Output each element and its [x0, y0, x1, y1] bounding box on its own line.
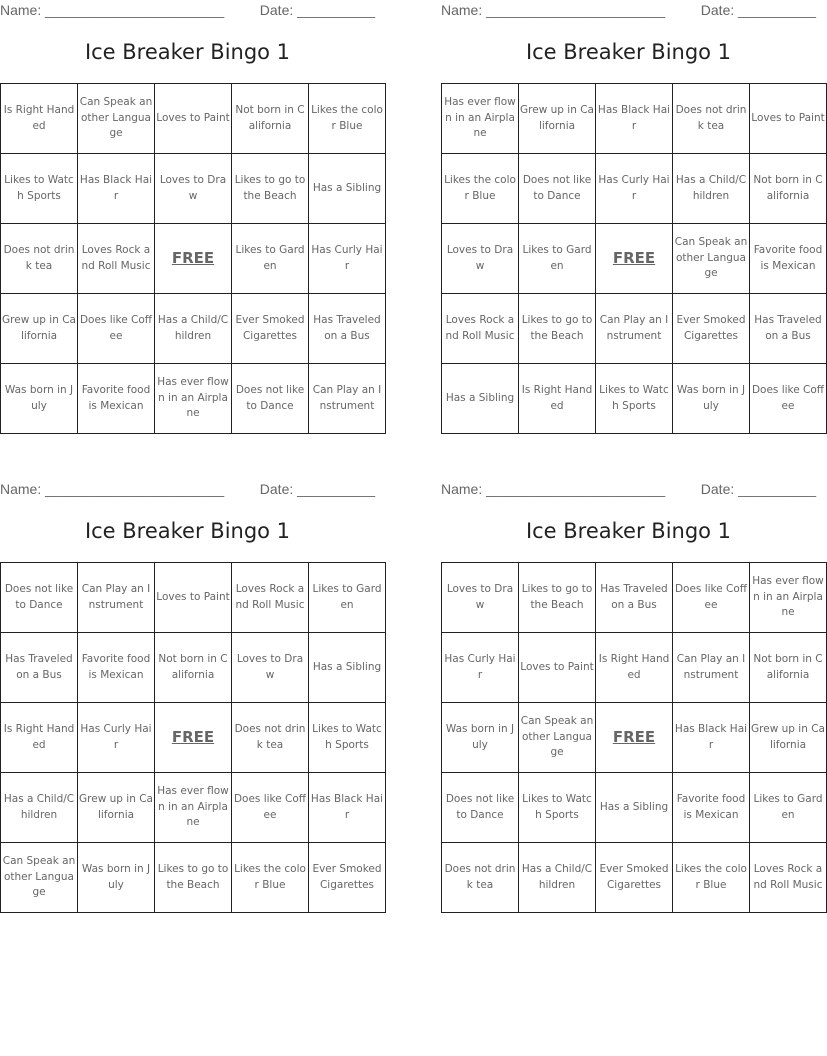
bingo-cell: Grew up in California — [1, 294, 78, 364]
bingo-cell: Likes to Watch Sports — [1, 154, 78, 224]
bingo-row — [442, 633, 827, 703]
bingo-cell: Has Curly Hair — [596, 154, 673, 224]
bingo-cell: Has a Sibling — [309, 154, 386, 224]
bingo-cell: Has ever flown in an Airplane — [442, 84, 519, 154]
bingo-cell: Has a Sibling — [596, 773, 673, 843]
bingo-cell: Does not like to Dance — [442, 773, 519, 843]
bingo-cell: Has Black Hair — [78, 154, 155, 224]
bingo-row — [442, 364, 827, 434]
free-space: FREE — [596, 703, 673, 773]
date-field: Date: __________ — [259, 2, 375, 18]
free-space: FREE — [155, 224, 232, 294]
bingo-cell: Can Speak another Language — [519, 703, 596, 773]
card-header — [0, 0, 375, 20]
bingo-row — [1, 773, 386, 843]
bingo-cell: Not born in California — [155, 633, 232, 703]
card-title: Ice Breaker Bingo 1 — [84, 40, 291, 64]
bingo-cell: Likes the color Blue — [442, 154, 519, 224]
card-header — [0, 479, 375, 499]
bingo-cell: Ever Smoked Cigarettes — [673, 294, 750, 364]
bingo-cell: Likes the color Blue — [309, 84, 386, 154]
bingo-cell: Does not like to Dance — [1, 563, 78, 633]
bingo-cell: Grew up in California — [750, 703, 827, 773]
bingo-cell: Was born in July — [673, 364, 750, 434]
date-field: Date: __________ — [259, 481, 375, 497]
bingo-cell: Does not like to Dance — [519, 154, 596, 224]
bingo-cell: Not born in California — [232, 84, 309, 154]
card-header — [441, 479, 816, 499]
bingo-cell: Loves Rock and Roll Music — [442, 294, 519, 364]
name-field: Name: _______________________ — [441, 2, 666, 18]
bingo-cell: Loves to Draw — [155, 154, 232, 224]
bingo-row — [1, 843, 386, 913]
bingo-cell: Favorite food is Mexican — [78, 364, 155, 434]
bingo-row — [1, 154, 386, 224]
date-field: Date: __________ — [700, 2, 816, 18]
bingo-cell: Loves Rock and Roll Music — [750, 843, 827, 913]
bingo-cell: Has a Child/Children — [1, 773, 78, 843]
bingo-row — [442, 294, 827, 364]
bingo-row — [442, 154, 827, 224]
bingo-grid — [0, 562, 386, 913]
bingo-cell: Does not like to Dance — [232, 364, 309, 434]
bingo-cell: Has a Sibling — [442, 364, 519, 434]
bingo-grid — [441, 83, 827, 434]
bingo-cell: Loves to Draw — [442, 224, 519, 294]
bingo-cell: Has ever flown in an Airplane — [155, 773, 232, 843]
name-field: Name: _______________________ — [0, 481, 225, 497]
bingo-cell: Is Right Handed — [1, 703, 78, 773]
bingo-cell: Can Play an Instrument — [309, 364, 386, 434]
bingo-cell: Likes to go to the Beach — [519, 294, 596, 364]
bingo-row — [1, 633, 386, 703]
bingo-cell: Can Play an Instrument — [78, 563, 155, 633]
bingo-cell: Has Traveled on a Bus — [750, 294, 827, 364]
card-title: Ice Breaker Bingo 1 — [84, 519, 291, 543]
bingo-cell: Grew up in California — [78, 773, 155, 843]
bingo-cell: Has Black Hair — [673, 703, 750, 773]
bingo-cell: Likes the color Blue — [232, 843, 309, 913]
bingo-cell: Likes to Garden — [232, 224, 309, 294]
bingo-row — [442, 84, 827, 154]
bingo-cell: Was born in July — [1, 364, 78, 434]
bingo-cell: Has a Child/Children — [155, 294, 232, 364]
date-field: Date: __________ — [700, 481, 816, 497]
free-space: FREE — [155, 703, 232, 773]
bingo-cell: Can Speak another Language — [78, 84, 155, 154]
bingo-cell: Does not drink tea — [442, 843, 519, 913]
bingo-cell: Loves to Draw — [232, 633, 309, 703]
name-field: Name: _______________________ — [0, 2, 225, 18]
bingo-row — [442, 563, 827, 633]
bingo-cell: Likes to Watch Sports — [596, 364, 673, 434]
bingo-row — [442, 703, 827, 773]
bingo-cell: Likes to go to the Beach — [232, 154, 309, 224]
bingo-cell: Likes to Garden — [309, 563, 386, 633]
card-header — [441, 0, 816, 20]
bingo-row — [442, 773, 827, 843]
bingo-row — [1, 364, 386, 434]
bingo-cell: Favorite food is Mexican — [750, 224, 827, 294]
bingo-cell: Was born in July — [442, 703, 519, 773]
bingo-cell: Loves Rock and Roll Music — [232, 563, 309, 633]
bingo-cell: Has Curly Hair — [442, 633, 519, 703]
free-space: FREE — [596, 224, 673, 294]
bingo-cell: Can Play an Instrument — [596, 294, 673, 364]
bingo-cell: Loves to Paint — [519, 633, 596, 703]
bingo-cell: Has Black Hair — [309, 773, 386, 843]
bingo-cell: Has Traveled on a Bus — [1, 633, 78, 703]
bingo-cell: Likes to go to the Beach — [519, 563, 596, 633]
bingo-cell: Ever Smoked Cigarettes — [596, 843, 673, 913]
bingo-cell: Does like Coffee — [232, 773, 309, 843]
bingo-cell: Loves Rock and Roll Music — [78, 224, 155, 294]
bingo-grid — [441, 562, 827, 913]
bingo-cell: Favorite food is Mexican — [673, 773, 750, 843]
bingo-cell: Likes to Garden — [750, 773, 827, 843]
bingo-cell: Ever Smoked Cigarettes — [232, 294, 309, 364]
bingo-cell: Is Right Handed — [519, 364, 596, 434]
bingo-cell: Not born in California — [750, 154, 827, 224]
bingo-cell: Likes the color Blue — [673, 843, 750, 913]
bingo-cell: Not born in California — [750, 633, 827, 703]
bingo-cell: Loves to Paint — [155, 563, 232, 633]
bingo-row — [1, 224, 386, 294]
bingo-cell: Is Right Handed — [596, 633, 673, 703]
bingo-row — [442, 224, 827, 294]
bingo-cell: Does not drink tea — [673, 84, 750, 154]
bingo-cell: Has a Child/Children — [519, 843, 596, 913]
bingo-cell: Likes to Watch Sports — [519, 773, 596, 843]
bingo-cell: Has a Child/Children — [673, 154, 750, 224]
bingo-cell: Does like Coffee — [750, 364, 827, 434]
card-title: Ice Breaker Bingo 1 — [525, 519, 732, 543]
bingo-cell: Has Curly Hair — [78, 703, 155, 773]
bingo-cell: Does like Coffee — [673, 563, 750, 633]
bingo-cell: Grew up in California — [519, 84, 596, 154]
bingo-row — [1, 563, 386, 633]
bingo-cell: Has ever flown in an Airplane — [155, 364, 232, 434]
bingo-cell: Can Play an Instrument — [673, 633, 750, 703]
bingo-cell: Has Traveled on a Bus — [596, 563, 673, 633]
bingo-row — [1, 294, 386, 364]
bingo-grid — [0, 83, 386, 434]
bingo-row — [1, 84, 386, 154]
card-title: Ice Breaker Bingo 1 — [525, 40, 732, 64]
bingo-cell: Likes to go to the Beach — [155, 843, 232, 913]
bingo-cell: Does not drink tea — [232, 703, 309, 773]
bingo-row — [442, 843, 827, 913]
bingo-cell: Can Speak another Language — [673, 224, 750, 294]
bingo-cell: Was born in July — [78, 843, 155, 913]
bingo-cell: Loves to Paint — [155, 84, 232, 154]
bingo-cell: Favorite food is Mexican — [78, 633, 155, 703]
bingo-cell: Has Black Hair — [596, 84, 673, 154]
bingo-cell: Is Right Handed — [1, 84, 78, 154]
bingo-cell: Loves to Paint — [750, 84, 827, 154]
bingo-cell: Does like Coffee — [78, 294, 155, 364]
bingo-cell: Has Traveled on a Bus — [309, 294, 386, 364]
bingo-cell: Ever Smoked Cigarettes — [309, 843, 386, 913]
bingo-row — [1, 703, 386, 773]
name-field: Name: _______________________ — [441, 481, 666, 497]
bingo-cell: Likes to Garden — [519, 224, 596, 294]
bingo-cell: Loves to Draw — [442, 563, 519, 633]
bingo-cell: Has ever flown in an Airplane — [750, 563, 827, 633]
bingo-cell: Has Curly Hair — [309, 224, 386, 294]
bingo-cell: Does not drink tea — [1, 224, 78, 294]
bingo-cell: Has a Sibling — [309, 633, 386, 703]
bingo-cell: Likes to Watch Sports — [309, 703, 386, 773]
bingo-cell: Can Speak another Language — [1, 843, 78, 913]
